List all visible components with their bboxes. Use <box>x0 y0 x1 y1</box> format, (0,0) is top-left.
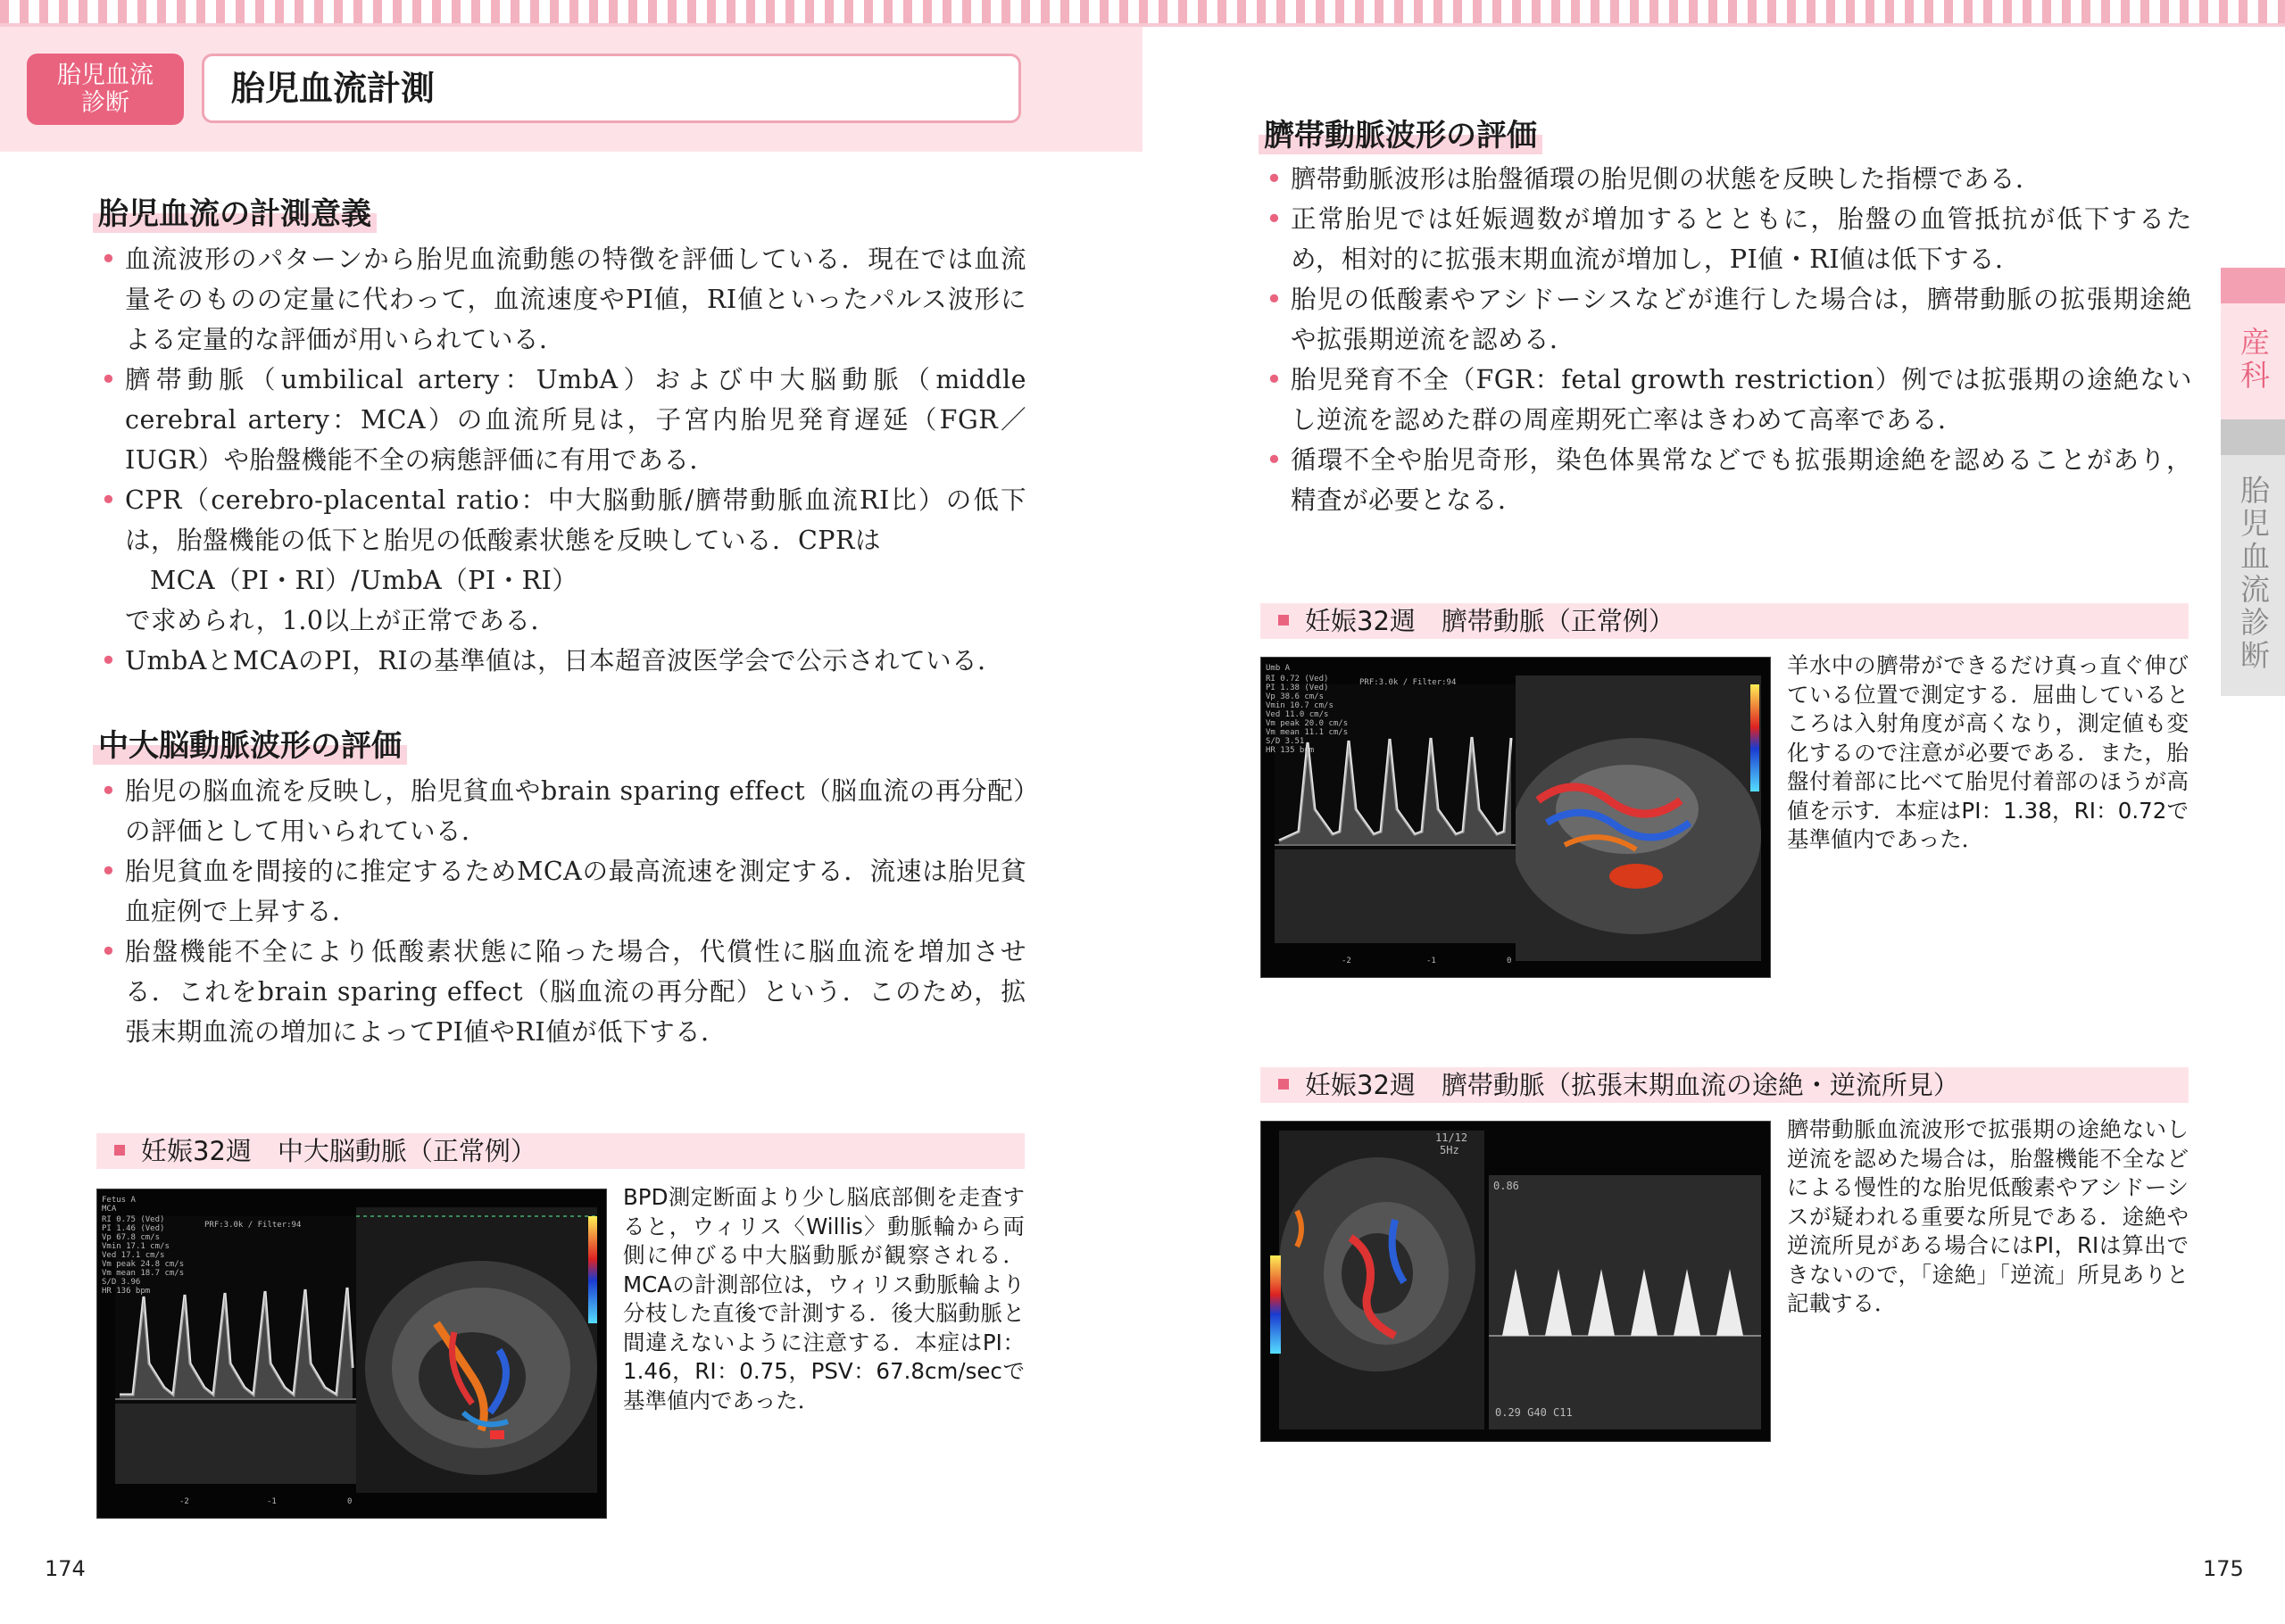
svg-text:0: 0 <box>347 1497 353 1506</box>
bullet-item: • 循環不全や胎児奇形，染色体異常などでも拡張期途絶を認めることがあり，精査が必要となる． <box>1264 440 2192 520</box>
bullet-list-umba-waveform <box>1264 159 2192 520</box>
side-tab-fetal-accent <box>2221 419 2285 455</box>
bullet-item: • 正常胎児では妊娠週数が増加するとともに，胎盤の血管抵抗が低下するため，相対的に拡張末期血流が増加し，PI値・RI値は低下する． <box>1264 199 2192 279</box>
svg-text:RI 0.75 (Ved): RI 0.75 (Ved) <box>102 1215 165 1224</box>
cpr-after-text: で求められ，1.0以上が正常である． <box>125 606 557 635</box>
cpr-text: CPR（cerebro-placental ratio：中大脳動脈/臍帯動脈血流RI比）の低下は，胎盤機能の低下と胎児の低酸素状態を反映している．CPRは <box>125 485 1026 555</box>
bullet-item: • 胎児の低酸素やアシドーシスなどが進行した場合は，臍帯動脈の拡張期途絶や拡張期逆流を認める． <box>1264 279 2192 360</box>
figure-description-umba-redf: 臍帯動脈血流波形で拡張期の途絶ないし逆流を認めた場合は，胎盤機能不全などによる慢性的な胎児低酸素やアシドーシスが疑われる重要な所見である．途絶や逆流所見がある場合にはPI，RIは算出できないので，「途絶」「逆流」所見ありと記載する． <box>1787 1116 2189 1316</box>
svg-text:S/D 3.96: S/D 3.96 <box>102 1278 141 1287</box>
svg-text:Vp 67.8 cm/s: Vp 67.8 cm/s <box>102 1233 161 1242</box>
svg-text:-2: -2 <box>179 1497 189 1506</box>
side-tab-fetal-label: 胎児血流診断 <box>2236 475 2271 673</box>
bullet-item: • 胎児貧血を間接的に推定するためMCAの最高流速を測定する．流速は胎児貧血症例で上昇する． <box>98 851 1026 932</box>
svg-text:0.86: 0.86 <box>1493 1180 1519 1192</box>
page-number-left: 174 <box>45 1556 86 1581</box>
svg-text:Vp 38.6 cm/s: Vp 38.6 cm/s <box>1266 692 1325 701</box>
svg-text:0: 0 <box>1507 957 1512 965</box>
page-right <box>1142 0 2285 1624</box>
side-tab-obstetrics-label: 産科 <box>2236 327 2271 393</box>
ultrasound-image-mca <box>96 1189 607 1519</box>
svg-text:PI 1.46 (Ved): PI 1.46 (Ved) <box>102 1224 165 1233</box>
figure-caption-text: 妊娠32週 中大脳動脈（正常例） <box>141 1136 536 1166</box>
svg-text:-1: -1 <box>267 1497 277 1506</box>
bullet-item: • 臍帯動脈波形は胎盤循環の胎児側の状態を反映した指標である． <box>1264 159 2192 199</box>
bullet-item: • 胎盤機能不全により低酸素状態に陥った場合，代償性に脳血流を増加させる．これをbrain sparing effect（脳血流の再分配）という．このため，拡張末期血流の増加によってPI値やRI値が低下する． <box>98 932 1026 1052</box>
svg-text:PRF:3.0k / Filter:94: PRF:3.0k / Filter:94 <box>204 1221 302 1230</box>
caption-square-marker <box>1278 615 1289 626</box>
svg-text:Vm mean 11.1 cm/s: Vm mean 11.1 cm/s <box>1266 728 1349 737</box>
caption-square-marker <box>1278 1079 1289 1090</box>
chapter-badge: 胎児血流 診断 <box>27 54 184 125</box>
svg-text:5Hz: 5Hz <box>1440 1144 1459 1156</box>
svg-text:Umb A: Umb A <box>1266 664 1291 673</box>
bullet-list-measurement-significance <box>98 239 1026 681</box>
bullet-item: • UmbAとMCAのPI，RIの基準値は，日本超音波医学会で公示されている． <box>98 641 1026 681</box>
caption-square-marker <box>114 1145 125 1156</box>
svg-text:Ved 11.0 cm/s: Ved 11.0 cm/s <box>1266 710 1329 719</box>
page-title: 胎児血流計測 <box>202 54 1021 123</box>
page-left <box>0 0 1142 1624</box>
svg-text:Vmin 17.1 cm/s: Vmin 17.1 cm/s <box>102 1242 170 1251</box>
svg-text:Vm peak 24.8 cm/s: Vm peak 24.8 cm/s <box>102 1260 185 1269</box>
svg-text:HR 136 bpm: HR 136 bpm <box>102 1287 151 1296</box>
ultrasound-image-umba-normal <box>1260 657 1771 978</box>
svg-text:HR 135 bpm: HR 135 bpm <box>1266 746 1315 755</box>
section-heading-mca-waveform: 中大脳動脈波形の評価 <box>93 721 407 765</box>
bullet-item <box>98 480 1026 641</box>
figure-caption-mca <box>96 1133 1025 1169</box>
svg-text:MCA: MCA <box>102 1205 117 1214</box>
bullet-item: • 臍帯動脈（umbilical artery：UmbA）および中大脳動脈（middle cerebral artery：MCA）の血流所見は，子宮内胎児発育遅延（FGR／IUGR）や胎盤機能不全の病態評価に有用である． <box>98 360 1026 480</box>
figure-caption-text: 妊娠32週 臍帯動脈（正常例） <box>1305 606 1674 636</box>
page-number-right: 175 <box>2203 1556 2244 1581</box>
svg-text:-1: -1 <box>1426 957 1436 965</box>
svg-text:11/12: 11/12 <box>1435 1131 1468 1144</box>
svg-text:PI 1.38 (Ved): PI 1.38 (Ved) <box>1266 684 1329 692</box>
figure-description-umba-normal: 羊水中の臍帯ができるだけ真っ直ぐ伸びている位置で測定する．屈曲しているところは入射角度が高くなり，測定値も変化するので注意が必要である．また，胎盤付着部に比べて胎児付着部のほうが高値を示す．本症はPI：1.38，RI：0.72で基準値内であった． <box>1787 652 2189 852</box>
figure-caption-umba-redf <box>1260 1067 2189 1103</box>
svg-text:Vm peak 20.0 cm/s: Vm peak 20.0 cm/s <box>1266 719 1349 728</box>
bullet-item: • 胎児の脳血流を反映し，胎児貧血やbrain sparing effect（脳血流の再分配）の評価として用いられている． <box>98 771 1026 851</box>
svg-text:-2: -2 <box>1342 957 1351 965</box>
bullet-item: • 胎児発育不全（FGR：fetal growth restriction）例では拡張期の途絶ないし逆流を認めた群の周産期死亡率はきわめて高率である． <box>1264 360 2192 440</box>
ultrasound-mca-graphic <box>97 1189 606 1518</box>
figure-description-mca: BPD測定断面より少し脳底部側を走査すると，ウィリス〈Willis〉動脈輪から両側に伸びる中大脳動脈が観察される．MCAの計測部位は，ウィリス動脈輪より分枝した直後で計測する．後大脳動脈と間違えないように注意する．本症はPI：1.46，RI：0.75，PSV：67.8cm/secで基準値内であった． <box>623 1184 1025 1413</box>
ultrasound-umba-graphic <box>1261 658 1770 977</box>
bullet-list-mca-waveform <box>98 771 1026 1052</box>
ultrasound-image-umba-redf <box>1260 1121 1771 1442</box>
section-heading-umba-waveform: 臍帯動脈波形の評価 <box>1259 111 1542 154</box>
svg-text:0.29 G40 C11: 0.29 G40 C11 <box>1495 1406 1573 1419</box>
svg-text:S/D 3.51: S/D 3.51 <box>1266 737 1305 746</box>
svg-text:Ved 17.1 cm/s: Ved 17.1 cm/s <box>102 1251 165 1260</box>
svg-text:RI 0.72 (Ved): RI 0.72 (Ved) <box>1266 675 1329 684</box>
cpr-formula: MCA（PI・RI）/UmbA（PI・RI） <box>150 566 578 595</box>
svg-text:Fetus A: Fetus A <box>102 1196 136 1205</box>
side-tab-obstetrics-accent <box>2221 268 2285 303</box>
figure-caption-umba-normal <box>1260 603 2189 639</box>
figure-caption-text: 妊娠32週 臍帯動脈（拡張末期血流の途絶・逆流所見） <box>1305 1070 1959 1100</box>
ultrasound-redf-graphic <box>1261 1122 1770 1441</box>
section-heading-measurement-significance: 胎児血流の計測意義 <box>93 189 377 233</box>
svg-text:Vm mean 18.7 cm/s: Vm mean 18.7 cm/s <box>102 1269 185 1278</box>
bullet-item: • 血流波形のパターンから胎児血流動態の特徴を評価している．現在では血流量そのものの定量に代わって，血流速度やPI値，RI値といったパルス波形による定量的な評価が用いられている． <box>98 239 1026 360</box>
side-tab-fetal-blood-flow[interactable] <box>2221 419 2285 696</box>
svg-text:PRF:3.0k / Filter:94: PRF:3.0k / Filter:94 <box>1359 678 1457 687</box>
svg-text:Vmin 10.7 cm/s: Vmin 10.7 cm/s <box>1266 701 1334 710</box>
